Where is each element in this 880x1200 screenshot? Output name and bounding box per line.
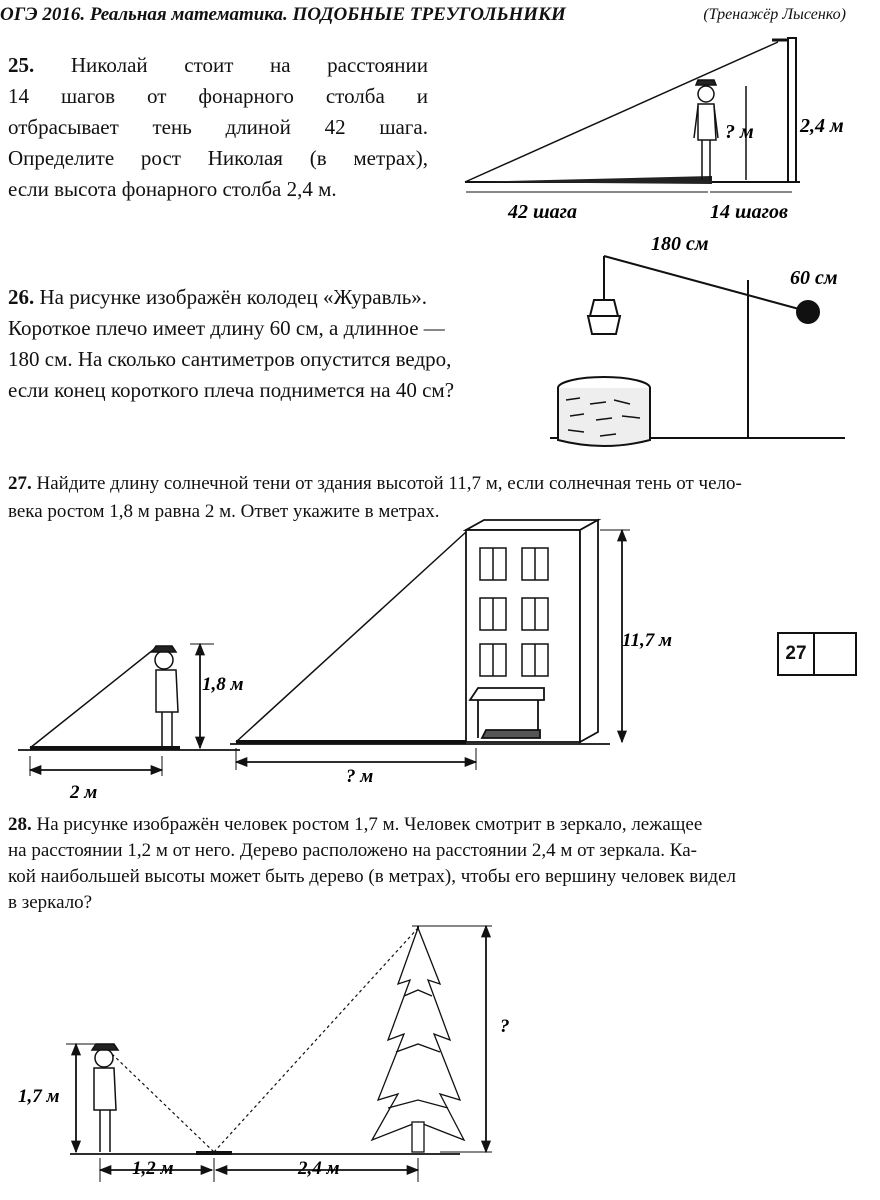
label-person-shadow: 2 м (70, 782, 98, 803)
page-title: ОГЭ 2016. Реальная математика. ПОДОБНЫЕ ТРЕУГОЛЬНИКИ (0, 4, 566, 25)
label-mirror-distance: 1,2 м (132, 1158, 174, 1179)
person-icon (152, 646, 178, 748)
label-person-height: 1,8 м (202, 674, 244, 695)
label-long-arm: 180 см (651, 233, 709, 255)
label-tree-distance: 2,4 м (298, 1158, 340, 1179)
building-icon (466, 530, 580, 742)
tree-icon (372, 926, 464, 1152)
bucket-icon (588, 316, 620, 334)
label-pole: 2,4 м (800, 115, 844, 137)
text-line: На рисунке изображён человек ростом 1,7 м. Человек смотрит в зеркало, лежащее (31, 814, 703, 835)
sight-line-incoming (112, 1054, 214, 1152)
text-line: века ростом 1,8 м равна 2 м. Ответ укажите в метрах. (8, 501, 440, 522)
label-height: ? м (725, 121, 754, 143)
label-person-height-28: 1,7 м (18, 1086, 60, 1107)
text-line: 180 см. На сколько сантиметров опустится ведро, (8, 347, 452, 371)
text-line: Найдите длину солнечной тени от здания высотой 11,7 м, если солнечная тень от чело- (31, 473, 742, 494)
bucket-top (590, 300, 618, 316)
person-icon (92, 1044, 118, 1152)
label-short-arm: 60 см (790, 267, 838, 289)
figure-25 (465, 38, 800, 192)
light-ray (465, 42, 778, 182)
problem-number: 28. (8, 814, 32, 835)
text-line: отбрасывает тень длиной 42 шага. (8, 115, 428, 139)
author-credit: (Тренажёр Лысенко) (703, 6, 846, 23)
sun-ray-building (236, 532, 466, 742)
counterweight (797, 301, 819, 323)
answer-box-number: 27 (779, 634, 815, 674)
text-line: на расстоянии 1,2 м от него. Дерево расположено на расстоянии 2,4 м от зеркала. Ка- (8, 840, 697, 861)
figure-28 (66, 926, 492, 1182)
text-line: если высота фонарного столба 2,4 м. (8, 177, 337, 201)
text-line: если конец короткого плеча поднимется на 40 см? (8, 378, 455, 402)
problem-number: 26. (8, 285, 35, 309)
text-line: Определите рост Николая (в метрах), (8, 146, 428, 170)
text-line: На рисунке изображён колодец «Журавль». (34, 285, 428, 309)
problem-number: 25. (8, 53, 35, 77)
label-shadow: 42 шага (508, 201, 578, 223)
text-line: кой наибольшей высоты может быть дерево (в метрах), чтобы его вершину человек видел (8, 866, 736, 887)
sun-ray-person (30, 646, 158, 748)
text-line: Короткое плечо имеет длину 60 см, а длинное — (8, 316, 445, 340)
lamp-pole (788, 38, 796, 182)
crane-arm (604, 256, 810, 312)
problem-number: 27. (8, 473, 32, 494)
text-line: 14 шагов от фонарного столба и (8, 84, 428, 108)
building-roof (466, 520, 598, 530)
label-tree-height: ? (500, 1016, 510, 1037)
figure-27 (18, 520, 630, 776)
person-icon (694, 80, 718, 180)
label-building-shadow: ? м (346, 766, 374, 787)
label-building-height: 11,7 м (622, 630, 672, 651)
label-distance: 14 шагов (710, 201, 788, 223)
text-line: Николай стоит на расстоянии (70, 53, 428, 77)
building-canopy (470, 688, 544, 700)
text-line: в зеркало? (8, 892, 93, 913)
